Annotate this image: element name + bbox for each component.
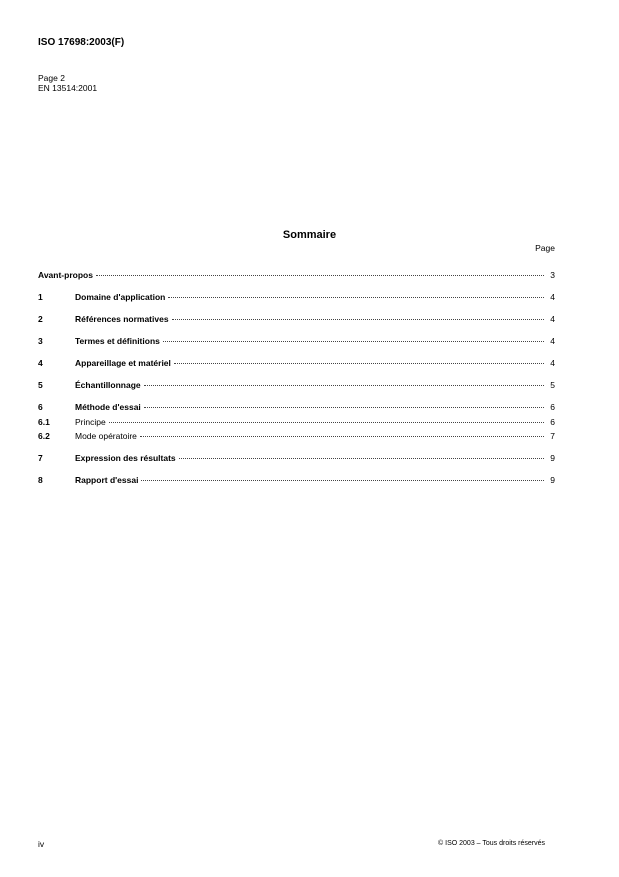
toc-entry-number: 3	[38, 336, 43, 346]
toc-entry-label: Termes et définitions	[75, 336, 160, 346]
toc-entry-label: Références normatives	[75, 314, 169, 324]
toc-entry-page: 4	[550, 358, 555, 368]
toc-entry-page: 4	[550, 292, 555, 302]
toc-entry-page: 9	[550, 475, 555, 485]
toc-entry-label: Appareillage et matériel	[75, 358, 171, 368]
toc-entry-label: Principe	[75, 417, 106, 427]
toc-entry-number: 5	[38, 380, 43, 390]
toc-entry-page: 6	[550, 417, 555, 427]
toc-subentry[interactable]	[38, 431, 555, 442]
toc-entry-page: 4	[550, 314, 555, 324]
toc-leader-dots	[144, 385, 544, 386]
toc-entry-page: 6	[550, 402, 555, 412]
toc-entry-label: Échantillonnage	[75, 380, 141, 390]
toc-entry-number: 6	[38, 402, 43, 412]
toc-leader-dots	[96, 275, 544, 276]
toc-entry[interactable]	[38, 380, 555, 391]
toc-leader-dots	[141, 480, 544, 481]
toc-leader-dots	[140, 436, 544, 437]
toc-entry-number: 6.1	[38, 417, 50, 427]
toc-entry-label: Mode opératoire	[75, 431, 137, 441]
toc-title: Sommaire	[282, 229, 337, 241]
toc-entry-label: Avant-propos	[38, 270, 93, 280]
toc-entry-number: 6.2	[38, 431, 50, 441]
toc-leader-dots	[174, 363, 544, 364]
toc-entry[interactable]	[38, 402, 555, 413]
page-reference: Page 2	[38, 73, 65, 83]
toc-leader-dots	[144, 407, 544, 408]
toc-entry-number: 1	[38, 292, 43, 302]
toc-leader-dots	[172, 319, 544, 320]
toc-entry-number: 7	[38, 453, 43, 463]
toc-entry-label: Domaine d'application	[75, 292, 166, 302]
toc-entry[interactable]	[38, 358, 555, 369]
toc-page-column-label: Page	[535, 243, 555, 253]
toc-entry-label: Expression des résultats	[75, 453, 176, 463]
toc-leader-dots	[179, 458, 544, 459]
footer-copyright: © ISO 2003 – Tous droits réservés	[438, 840, 545, 847]
toc-entry[interactable]	[38, 314, 555, 325]
toc-entry-page: 3	[550, 270, 555, 280]
toc-entry-number: 4	[38, 358, 43, 368]
toc-entry-number: 2	[38, 314, 43, 324]
document-id: ISO 17698:2003(F)	[38, 37, 125, 48]
toc-leader-dots	[163, 341, 544, 342]
toc-entry[interactable]	[38, 453, 555, 464]
toc-entry-page: 7	[550, 431, 555, 441]
toc-entry[interactable]	[38, 336, 555, 347]
toc-leader-dots	[109, 422, 544, 423]
toc-entry-number: 8	[38, 475, 43, 485]
toc-entry-label: Méthode d'essai	[75, 402, 141, 412]
toc-entry[interactable]	[38, 475, 555, 486]
toc-entry-page: 9	[550, 453, 555, 463]
toc-leader-dots	[168, 297, 544, 298]
toc-subentry[interactable]	[38, 417, 555, 428]
toc-entry-page: 5	[550, 380, 555, 390]
toc-entry-label: Rapport d'essai	[75, 475, 139, 485]
edition-reference: EN 13514:2001	[38, 83, 98, 93]
footer-page-number: iv	[38, 839, 45, 849]
toc-entry[interactable]	[38, 292, 555, 303]
toc-entry[interactable]	[38, 270, 555, 281]
toc-entry-page: 4	[550, 336, 555, 346]
